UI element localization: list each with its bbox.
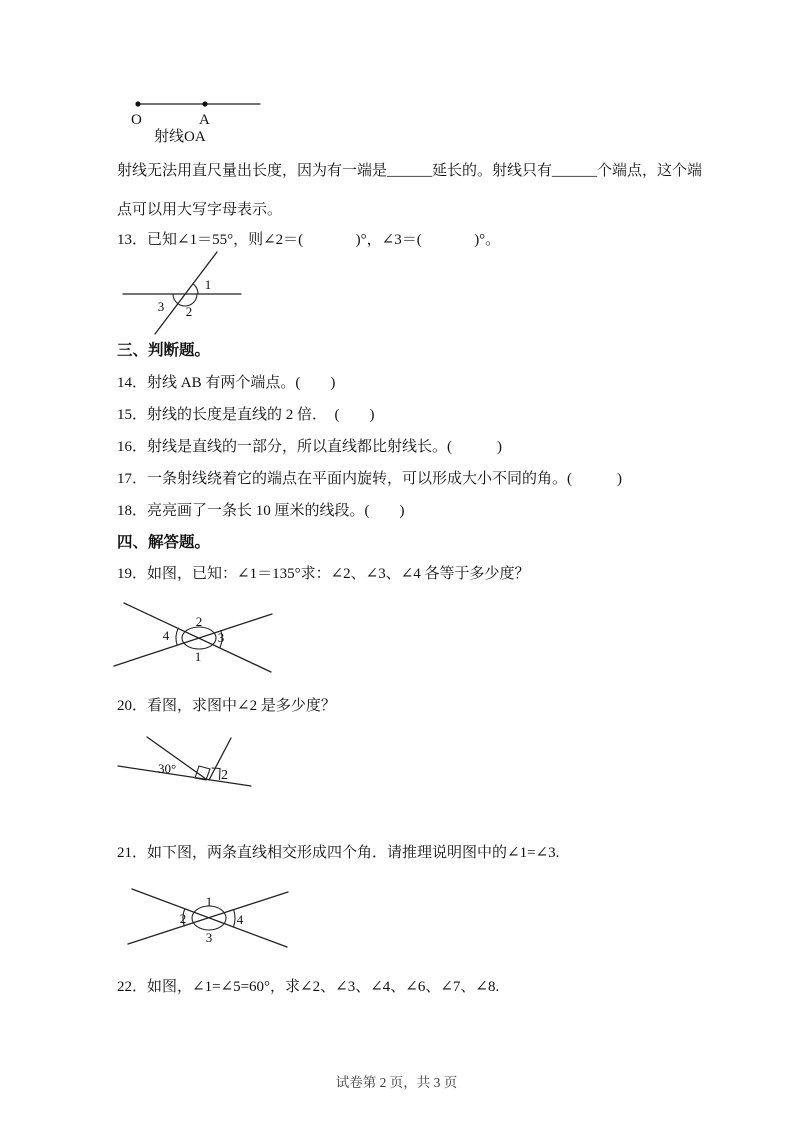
question-16-text: 16．射线是直线的一部分，所以直线都比射线长。( ) [117, 439, 502, 455]
question-17-text: 17．一条射线绕着它的端点在平面内旋转，可以形成大小不同的角。( ) [117, 471, 622, 487]
q19-line-b [114, 614, 272, 666]
ray-caption: 射线OA [154, 129, 206, 145]
q21-right-arc [233, 910, 235, 927]
q20-base-line [118, 766, 251, 786]
point-a-dot [202, 101, 207, 106]
section-3-heading: 三、判断题。 [117, 342, 211, 359]
q19-angle2-label: 2 [195, 614, 203, 629]
q19-angle3-label: 3 [217, 630, 225, 645]
q19-angle1-label: 1 [194, 649, 202, 664]
q13-angle3-label: 3 [157, 299, 165, 314]
q20-angle2-label: 2 [221, 768, 228, 783]
q20-30deg-label: 30° [158, 761, 177, 776]
question-20-text: 20．看图，求图中∠2 是多少度？ [117, 698, 336, 714]
q20-angle2-mark [212, 768, 220, 780]
section-4-heading: 四、解答题。 [117, 534, 211, 551]
q21-angle3-label: 3 [205, 930, 213, 945]
page-footer: 试卷第 2 页，共 3 页 [335, 1075, 458, 1090]
q13-angle2-label: 2 [185, 304, 193, 319]
question-19-figure [108, 595, 288, 685]
point-o-label: O [131, 112, 142, 128]
q21-angle2-label: 2 [179, 911, 187, 926]
point-a-label: A [199, 112, 210, 128]
fillblank-paragraph-line1: 射线无法用直尺量出长度，因为有一端是______延长的。射线只有______个端点，这个端 [117, 163, 703, 179]
question-13-figure [115, 246, 255, 344]
question-15-text: 15．射线的长度是直线的 2 倍． ( ) [117, 407, 375, 423]
question-18-text: 18．亮亮画了一条长 10 厘米的线段。( ) [117, 503, 405, 519]
question-13-text: 13．已知∠1＝55°，则∠2＝( )°，∠3＝( )°。 [117, 232, 501, 248]
q21-angle4-label: 4 [236, 912, 244, 927]
q13-angle1-arc [193, 284, 198, 294]
q13-angle1-label: 1 [204, 277, 212, 292]
question-14-text: 14．射线 AB 有两个端点。( ) [117, 375, 336, 391]
ray-oa-figure [118, 88, 298, 150]
point-o-dot [135, 101, 140, 106]
q19-left-arc [176, 628, 178, 645]
q21-angle1-label: 1 [205, 894, 213, 909]
q19-angle4-label: 4 [162, 628, 170, 643]
question-21-text: 21．如下图，两条直线相交形成四个角．请推理说明图中的∠1=∠3. [117, 845, 560, 861]
question-22-text: 22．如图，∠1=∠5=60°，求∠2、∠3、∠4、∠6、∠7、∠8. [117, 979, 500, 995]
question-20-figure [110, 728, 270, 802]
q13-transversal-line [155, 252, 217, 334]
question-19-text: 19．如图，已知：∠1＝135°求：∠2、∠3、∠4 各等于多少度？ [117, 566, 530, 582]
fillblank-paragraph-line2: 点可以用大写字母表示。 [117, 202, 283, 218]
question-21-figure [120, 880, 300, 975]
